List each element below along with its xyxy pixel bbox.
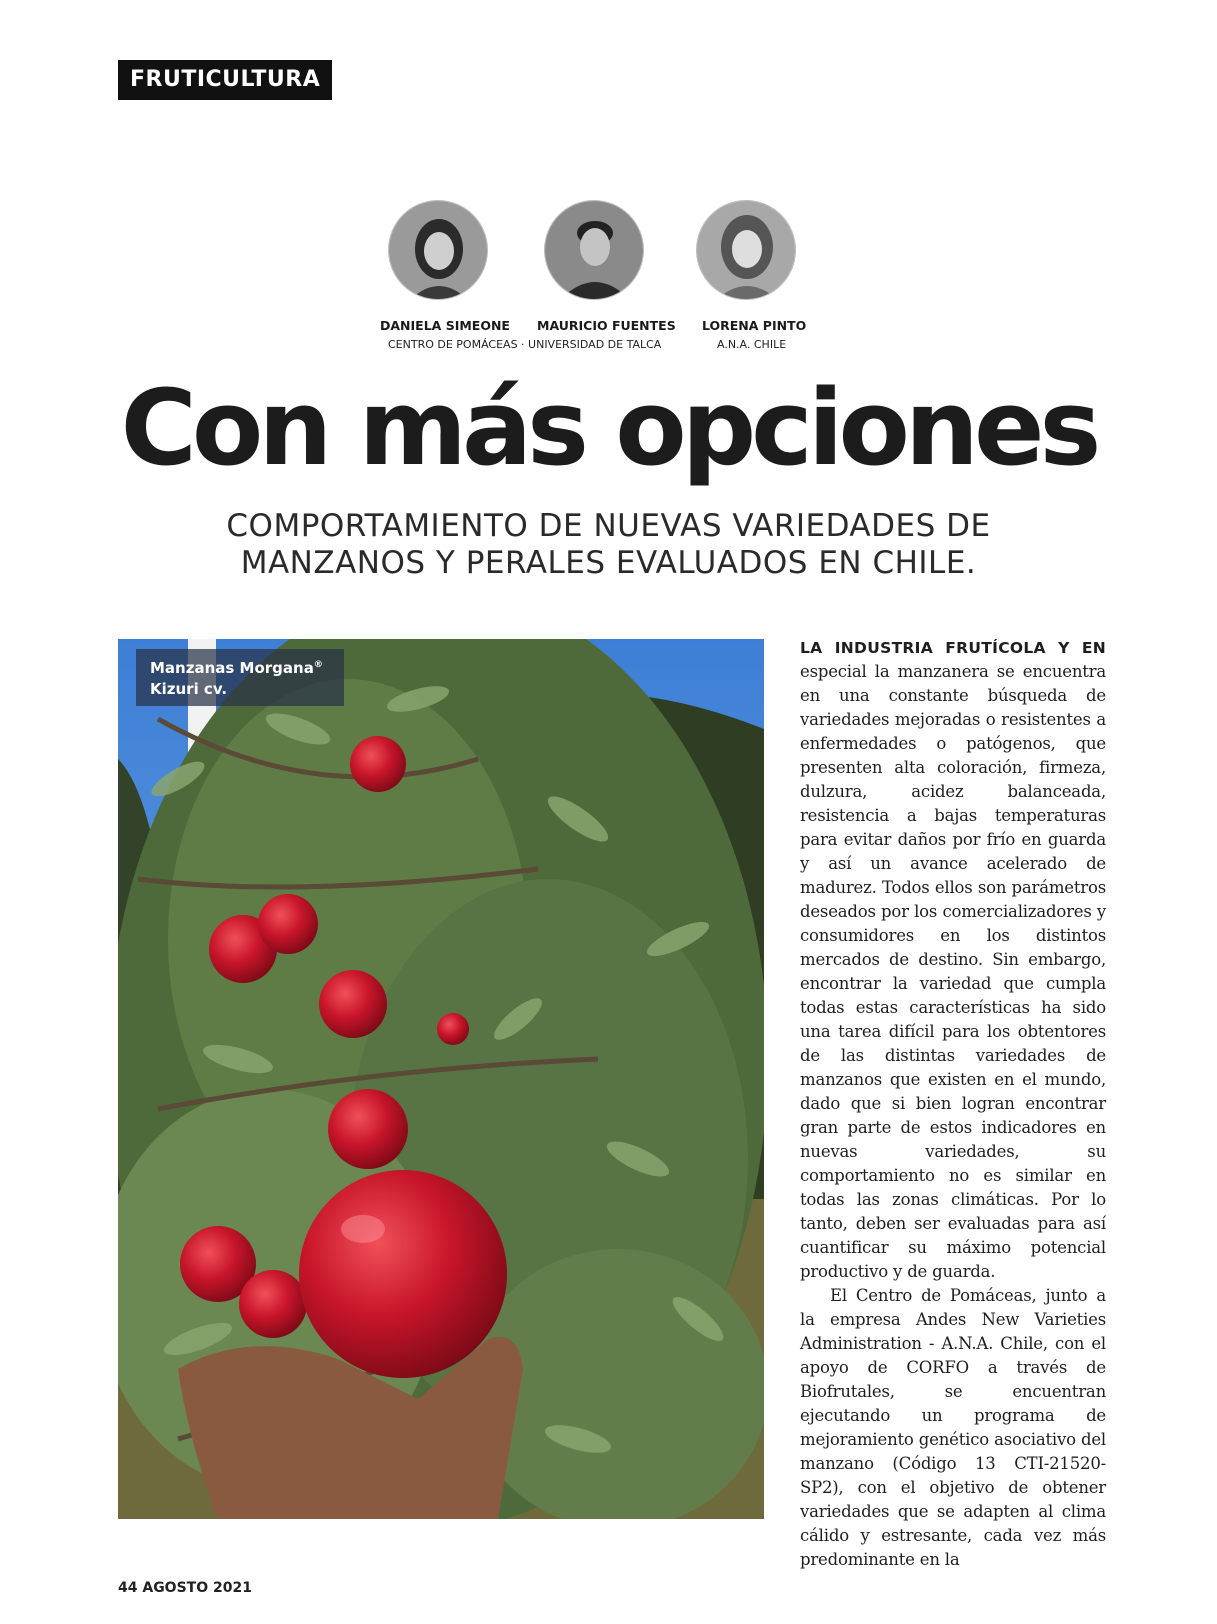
affiliation-right: A.N.A. CHILE	[717, 338, 787, 351]
avatar	[388, 200, 488, 300]
author-name-3: LORENA PINTO	[702, 318, 807, 333]
avatar	[696, 200, 796, 300]
body-paragraph-2: El Centro de Pomáceas, junto a la empresa Andes New Varieties Administration - A.N.A. Chile, con el apoyo de CORFO a través de Biofrutales, se encuentran ejecutando un programa de mejoramiento genético asociativo del manzano (Código 13 CTI-21520-SP2), con el objetivo de obtener variedades que se adapten al clima cálido y estresante, cada vez más predominante en la	[800, 1286, 1106, 1569]
author-portrait-2	[544, 200, 644, 300]
section-label: FRUTICULTURA	[118, 60, 332, 100]
avatar-icon	[697, 201, 796, 300]
subheadline	[0, 508, 1217, 582]
author-portrait-3	[696, 200, 796, 300]
avatar	[544, 200, 644, 300]
author-name-2: MAURICIO FUENTES	[537, 318, 676, 333]
subheadline-line-2: MANZANOS Y PERALES EVALUADOS EN CHILE.	[240, 545, 977, 581]
photo-caption	[136, 649, 344, 706]
caption-registered-mark: ®	[313, 660, 323, 670]
avatar-icon	[389, 201, 488, 300]
page-folio: 44 AGOSTO 2021	[118, 1580, 252, 1596]
body-paragraph-1	[800, 636, 1106, 1284]
caption-line-2: Kizuri cv.	[150, 680, 228, 698]
body-paragraph-1-text: especial la manzanera se encuentra en una constante búsqueda de variedades mejoradas o resistentes a enfermedades o patógenos, que presenten alta coloración, firmeza, dulzura, acidez balanceada, resistencia a bajas temperaturas para evitar daños por frío en guarda y así un avance acelerado de madurez. Todos ellos son parámetros deseados por los comercializadores y consumidores en los distintos mercados de destino. Sin embargo, encontrar la variedad que cumpla todas estas características ha sido una tarea difícil para los obtentores de las distintas variedades de manzanos que existen en el mundo, dado que si bien logran encontrar gran parte de estos indicadores en nuevas variedades, su comportamiento no es similar en todas las zonas climáticas. Por lo tanto, deben ser evaluadas para así cuantificar su máximo potencial productivo y de guarda.	[800, 662, 1106, 1281]
apple-tree-illustration	[118, 639, 764, 1519]
avatar-icon	[545, 201, 644, 300]
article-body	[800, 636, 1106, 1572]
subheadline-line-1: COMPORTAMIENTO DE NUEVAS VARIEDADES DE	[226, 508, 991, 544]
lead-in: LA INDUSTRIA FRUTÍCOLA Y EN	[800, 639, 1106, 657]
author-name-1: DANIELA SIMEONE	[380, 318, 510, 333]
author-portrait-1	[388, 200, 488, 300]
headline: Con más opciones	[120, 367, 1097, 489]
affiliation-left: CENTRO DE POMÁCEAS · UNIVERSIDAD DE TALCA	[388, 338, 662, 351]
caption-line-1: Manzanas Morgana	[150, 659, 314, 677]
apple-tree-photo	[118, 639, 764, 1519]
